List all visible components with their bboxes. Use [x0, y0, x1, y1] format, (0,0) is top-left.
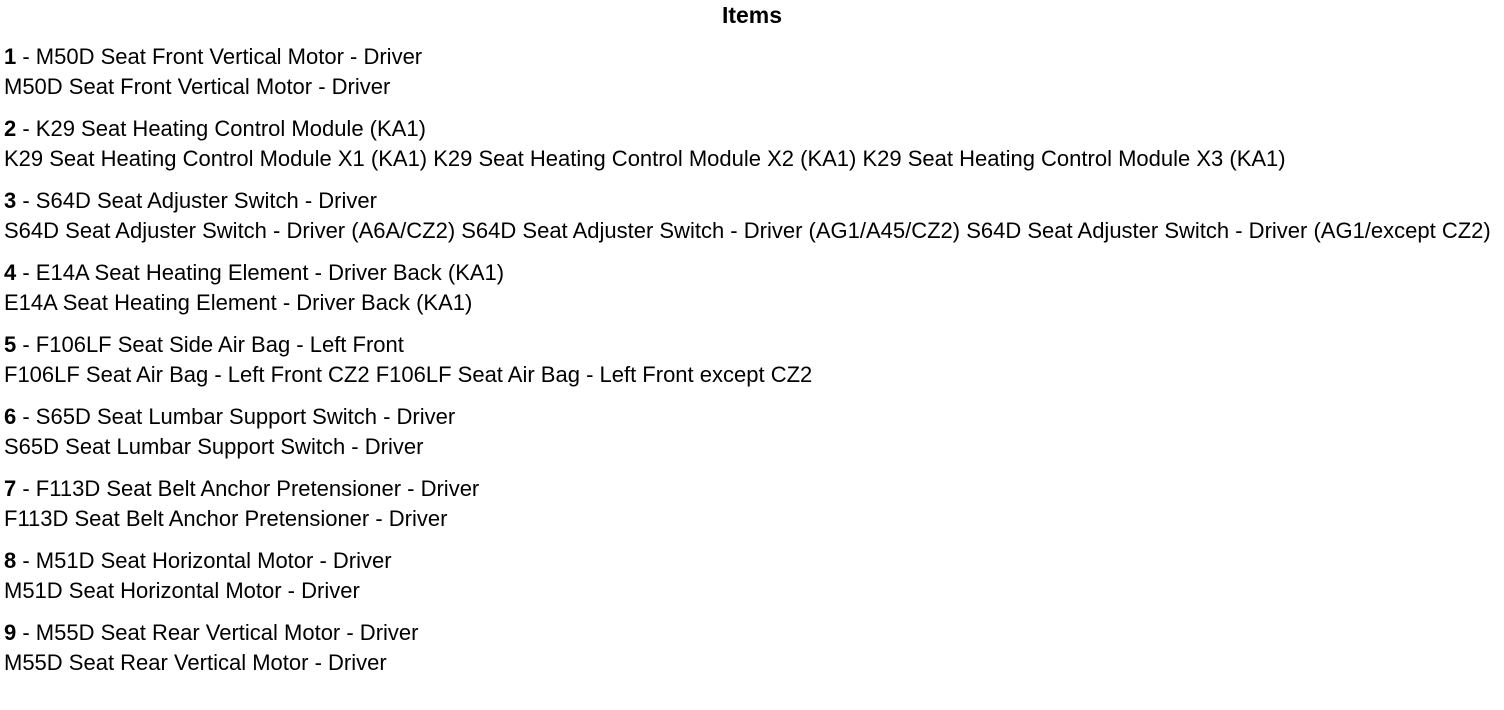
item-number: 9 — [4, 620, 17, 645]
item-description: S65D Seat Lumbar Support Switch - Driver — [4, 434, 424, 459]
item-description: E14A Seat Heating Element - Driver Back (KA1) — [4, 290, 473, 315]
item-number: 8 — [4, 548, 17, 573]
item-number: 2 — [4, 116, 17, 141]
item-5 — [4, 330, 1500, 390]
item-title-text: - S64D Seat Adjuster Switch - Driver — [16, 188, 377, 213]
item-7 — [4, 474, 1500, 534]
item-description: K29 Seat Heating Control Module X1 (KA1) K29 Seat Heating Control Module X2 (KA1) K29 Seat Heating Control Module X3 (KA1) — [4, 146, 1286, 171]
item-title — [4, 402, 1500, 432]
item-description: F113D Seat Belt Anchor Pretensioner - Driver — [4, 506, 448, 531]
item-1 — [4, 42, 1500, 102]
item-8 — [4, 546, 1500, 606]
item-title — [4, 546, 1500, 576]
item-title — [4, 186, 1500, 216]
item-description: M55D Seat Rear Vertical Motor - Driver — [4, 650, 387, 675]
item-description: S64D Seat Adjuster Switch - Driver (A6A/CZ2) S64D Seat Adjuster Switch - Driver (AG1/A45/CZ2) S64D Seat Adjuster Switch - Driver (AG1/except CZ2) — [4, 218, 1491, 243]
item-title-text: - F113D Seat Belt Anchor Pretensioner - Driver — [16, 476, 480, 501]
item-title — [4, 618, 1500, 648]
item-title — [4, 114, 1500, 144]
item-title-text: - M50D Seat Front Vertical Motor - Driver — [16, 44, 423, 69]
item-title — [4, 42, 1500, 72]
item-3 — [4, 186, 1500, 246]
item-title — [4, 474, 1500, 504]
item-title-text: - F106LF Seat Side Air Bag - Left Front — [16, 332, 404, 357]
item-number: 5 — [4, 332, 17, 357]
item-number: 4 — [4, 260, 17, 285]
item-description: M50D Seat Front Vertical Motor - Driver — [4, 74, 391, 99]
item-title-text: - S65D Seat Lumbar Support Switch - Driver — [16, 404, 456, 429]
item-2 — [4, 114, 1500, 174]
item-4 — [4, 258, 1500, 318]
item-9 — [4, 618, 1500, 678]
item-number: 7 — [4, 476, 17, 501]
item-title-text: - E14A Seat Heating Element - Driver Back (KA1) — [16, 260, 505, 285]
item-title — [4, 330, 1500, 360]
item-number: 1 — [4, 44, 17, 69]
item-title-text: - K29 Seat Heating Control Module (KA1) — [16, 116, 426, 141]
item-title-text: - M55D Seat Rear Vertical Motor - Driver — [16, 620, 419, 645]
items-heading: Items — [721, 2, 783, 28]
item-title-text: - M51D Seat Horizontal Motor - Driver — [16, 548, 392, 573]
item-number: 3 — [4, 188, 17, 213]
item-title — [4, 258, 1500, 288]
item-description: M51D Seat Horizontal Motor - Driver — [4, 578, 360, 603]
item-number: 6 — [4, 404, 17, 429]
item-description: F106LF Seat Air Bag - Left Front CZ2 F106LF Seat Air Bag - Left Front except CZ2 — [4, 362, 813, 387]
item-6 — [4, 402, 1500, 462]
